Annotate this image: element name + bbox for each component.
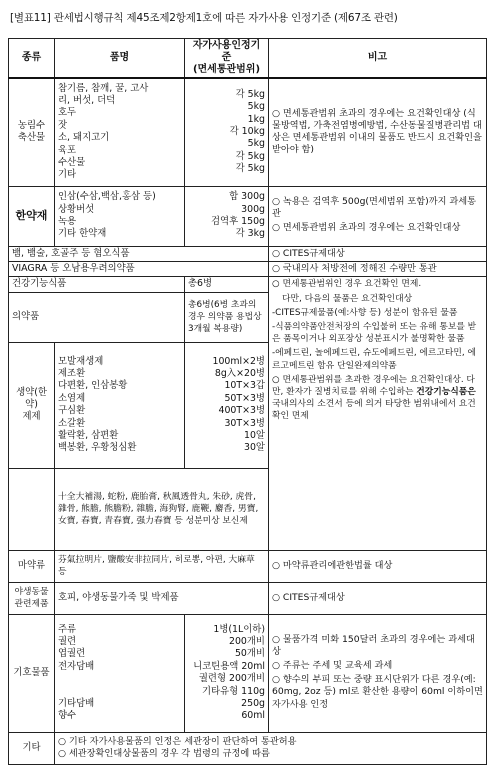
cites-food-label: 뱀, 뱀술, 호골주 등 혐오식품	[9, 246, 269, 261]
health-food-amount: 총6병	[185, 277, 269, 292]
health-food-label: 건강기능식품	[9, 277, 185, 292]
herbal-remark: ○ 녹용은 검역후 500g(면세범위 포함)까지 과세통관 ○ 면세통관범위 초과의 경우에는 요건확인대상	[269, 186, 487, 246]
tonic-label: 十全大補湯, 蛇粉, 鹿胎膏, 秋風透骨丸, 朱砂, 虎骨, 雜骨, 熊膽, 熊膽粉, 雜膽, 海狗腎, 鹿鞭, 麝香, 男寶, 女寶, 春寶, 青春寶, 强力春寶 등 성분미상 보신제	[55, 468, 269, 550]
category-herbal: 한약재	[9, 186, 55, 246]
wildlife-label: 호피, 야생동물가죽 및 박제품	[55, 582, 269, 614]
table-row-wildlife	[9, 582, 487, 614]
cites-food-remark: ○ CITES규제대상	[269, 246, 487, 261]
agri-amounts: 각 5kg 5kg 1kg 각 10kg 5kg 각 5kg 각 5kg	[185, 78, 269, 186]
luxury-remark: ○ 물품가격 미화 150달러 초과의 경우에는 과세대상 ○ 주류는 주세 및 교육세 과세 ○ 향수의 부피 또는 중량 표시단위가 다른 경우(예: 60mg, 2oz 등) ml로 환산한 용량이 60ml 이하이면 자가사용 인정	[269, 614, 487, 732]
narcotic-remark: ○ 마약류관리에관한법률 대상	[269, 550, 487, 582]
header-remark: 비고	[269, 39, 487, 79]
category-agri: 농림수 축산물	[9, 78, 55, 186]
table-row-viagra	[9, 261, 487, 276]
health-remark: ○ 면세통관범위인 경우 요건확인 면제. 다만, 다음의 물품은 요건확인대상 -CITES규제물품(예:사향 등) 성분이 함유된 물품 -식품의약품안전처장의 수입불허 또는 유해 통보를 받은 품목이거나 외포장상 성분표시가 불명확한 물품 -에페드린, 놀에페드린, 슈도에페드린, 에르고타민, 에르고메트린 함유 단일완제의약품 ○ 면세통관범위를 초과한 경우에는 요건확인대상. 다만, 환자가 질병치료를 위해 수입하는 건강기능식품은 국내의사의 소견서 등에 의거 타당한 범위내에서 요건확인 면제	[269, 277, 487, 550]
agri-remark: ○ 면세통관범위 초과의 경우에는 요건확인대상 (식물방역법, 가축전염병예방법, 수산동물질병관리법 대상은 면세통관범위 이내의 물품도 반드시 요건확인을 받아야 함)	[269, 78, 487, 186]
luxury-items: 주류 궐련 엽궐련 전자담배 기타담배 향수	[55, 614, 185, 732]
medicine-label: 의약품	[9, 292, 185, 342]
oriental-items: 모발재생제 제조환 다편환, 인삼봉황 소염제 구심환 소갈환 활락환, 삼편환 백봉환, 우황청심환	[55, 342, 185, 468]
narcotic-label: 芬氣拉明片, 鹽酸安非拉同片, 히로뽕, 아편, 大麻草 등	[55, 550, 269, 582]
table-row-other	[9, 732, 487, 764]
header-item: 품명	[55, 39, 185, 79]
category-narcotic: 마약류	[9, 550, 55, 582]
category-wildlife: 야생동물 관련제품	[9, 582, 55, 614]
other-remark: ○ 기타 자가사용물품의 인정은 세관장이 판단하여 통관허용 ○ 세관장확인대상물품의 경우 각 법령의 규정에 따름	[55, 732, 487, 764]
category-other: 기타	[9, 732, 55, 764]
table-row-luxury	[9, 614, 487, 732]
header-category: 종류	[9, 39, 55, 79]
table-row-health-food	[9, 277, 487, 292]
table-header-row	[9, 39, 487, 79]
viagra-remark: ○ 국내의사 처방전에 정해진 수량만 통관	[269, 261, 487, 276]
wildlife-remark: ○ CITES규제대상	[269, 582, 487, 614]
viagra-label: VIAGRA 등 오남용우려의약품	[9, 261, 269, 276]
luxury-amounts: 1병(1L이하) 200개비 50개비 니코틴용액 20ml 궐련형 200개비 기타유형 110g 250g 60ml	[185, 614, 269, 732]
allowance-table	[8, 38, 487, 765]
agri-items: 참기름, 참깨, 꿀, 고사 리, 버섯, 더덕 호두 잣 소, 돼지고기 육포 수산물 기타	[55, 78, 185, 186]
header-criteria: 자가사용인정기준 (면세통관범위)	[185, 39, 269, 79]
table-row-narcotic	[9, 550, 487, 582]
table-row-agri	[9, 78, 487, 186]
herbal-items: 인삼(수삼,백삼,홍삼 등) 상황버섯 녹용 기타 한약재	[55, 186, 185, 246]
category-oriental: 생약(한약) 제제	[9, 342, 55, 468]
herbal-amounts: 합 300g 300g 검역후 150g 각 3kg	[185, 186, 269, 246]
document-title: [별표11] 관세법시행규칙 제45조제2항제1호에 따른 자가사용 인정기준 (제67조 관련)	[10, 12, 398, 24]
table-row-herbal	[9, 186, 487, 246]
table-row-cites-food	[9, 246, 487, 261]
medicine-amount: 총6병(6병 초과의 경우 의약품 용법상 3개월 복용량)	[185, 292, 269, 342]
oriental-amounts: 100ml×2병 8g入×20병 10T×3갑 50T×3병 400T×3병 30T×3병 10알 30알	[185, 342, 269, 468]
category-luxury: 기호물품	[9, 614, 55, 732]
